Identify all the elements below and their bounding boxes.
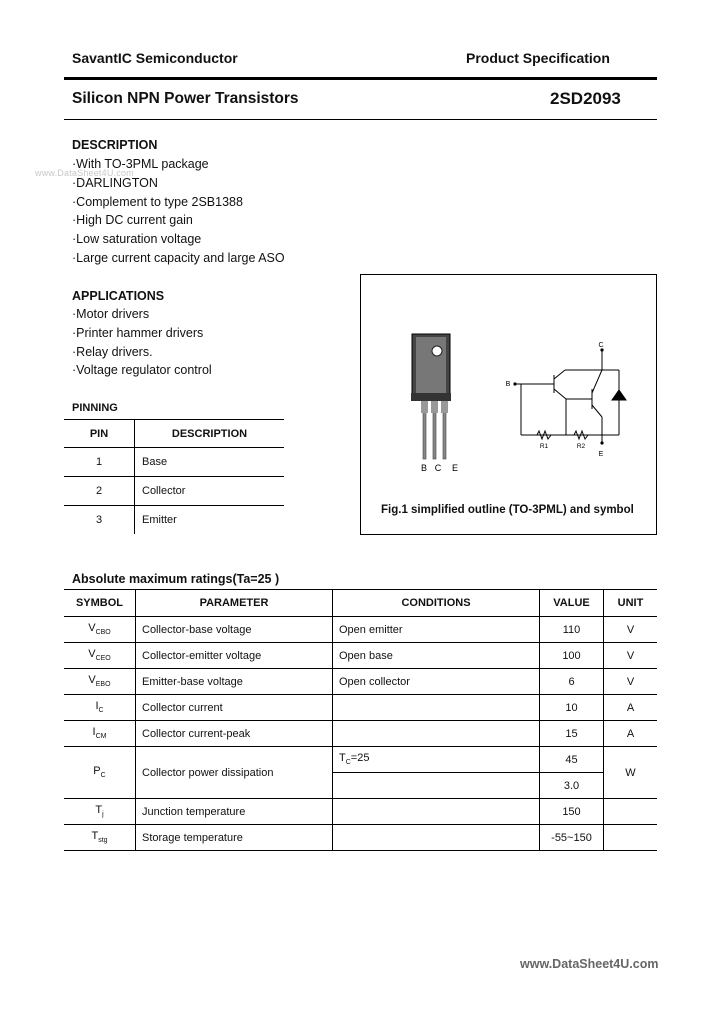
pin-label-b: B (420, 463, 428, 473)
conditions-cell: $T_C=25$ (333, 747, 540, 773)
unit-cell (604, 799, 658, 825)
table-row (64, 695, 657, 721)
unit-cell: V (604, 643, 658, 669)
conditions-cell (333, 695, 540, 721)
parameter-cell: Collector-base voltage (136, 617, 333, 643)
table-row (64, 747, 657, 773)
pin-label-e: E (451, 463, 459, 473)
watermark-top: www.DataSheet4U.com (35, 168, 134, 178)
table-row (64, 448, 284, 477)
symbol-label-c: C (598, 342, 604, 349)
value-cell: 150 (540, 799, 604, 825)
description-heading: DESCRIPTION (72, 138, 158, 152)
ratings-heading: Absolute maximum ratings(Ta=25 ) (72, 572, 280, 586)
table-row (64, 799, 657, 825)
list-item: ·With TO-3PML package (72, 157, 209, 171)
table-row (64, 477, 284, 506)
column-header: SYMBOL (64, 590, 136, 617)
pin-description: Base (135, 448, 285, 477)
unit-cell: A (604, 721, 658, 747)
description-list (72, 155, 285, 268)
pin-number: 1 (64, 448, 135, 477)
parameter-cell: Collector power dissipation (136, 747, 333, 799)
product-line: Silicon NPN Power Transistors (72, 90, 299, 107)
header-rule (64, 77, 657, 80)
conditions-cell (333, 825, 540, 851)
value-cell: 10 (540, 695, 604, 721)
parameter-cell: Junction temperature (136, 799, 333, 825)
figure-caption: Fig.1 simplified outline (TO-3PML) and symbol (381, 504, 634, 516)
table-row (64, 643, 657, 669)
column-header: DESCRIPTION (135, 420, 285, 448)
conditions-cell: Open collector (333, 669, 540, 695)
list-item: ·Printer hammer drivers (72, 325, 204, 340)
column-header: CONDITIONS (333, 590, 540, 617)
value-cell: 15 (540, 721, 604, 747)
ratings-table (64, 589, 657, 851)
conditions-cell (333, 721, 540, 747)
value-cell: 100 (540, 643, 604, 669)
column-header: UNIT (604, 590, 658, 617)
pin-description: Emitter (135, 506, 285, 535)
value-cell: 6 (540, 669, 604, 695)
title-rule (64, 119, 657, 120)
pin-number: 3 (64, 506, 135, 535)
list-item: ·DARLINGTON (72, 175, 158, 190)
table-row (64, 721, 657, 747)
unit-cell (604, 825, 658, 851)
symbol-cell: $T_j$ (64, 799, 136, 825)
applications-list (72, 305, 212, 380)
parameter-cell: Storage temperature (136, 825, 333, 851)
table-row (64, 617, 657, 643)
symbol-label-e: E (598, 451, 604, 458)
parameter-cell: Collector current (136, 695, 333, 721)
symbol-cell: $T_{stg}$ (64, 825, 136, 851)
table-row (64, 669, 657, 695)
watermark-bottom: www.DataSheet4U.com (520, 957, 659, 971)
list-item: ·Relay drivers. (72, 344, 153, 359)
value-cell: -55~150 (540, 825, 604, 851)
table-header-row (64, 420, 284, 448)
emitter-terminal (600, 441, 603, 444)
part-number: 2SD2093 (550, 89, 621, 108)
conditions-cell: Open emitter (333, 617, 540, 643)
table-row (64, 825, 657, 851)
list-item: ·Motor drivers (72, 307, 150, 321)
figure-box (360, 274, 657, 535)
table-row (64, 506, 284, 535)
unit-cell: A (604, 695, 658, 721)
figure-drawing (361, 275, 656, 534)
pin-number: 2 (64, 477, 135, 506)
conditions-cell: Open base (333, 643, 540, 669)
value-cell: 45 (540, 747, 604, 773)
applications-heading: APPLICATIONS (72, 289, 165, 303)
unit-cell: V (604, 669, 658, 695)
list-item: ·Low saturation voltage (72, 232, 202, 247)
pinning-heading: PINNING (72, 402, 118, 414)
pin-description: Collector (135, 477, 285, 506)
to3pml-package-image (411, 334, 451, 459)
pinning-table (64, 419, 284, 534)
column-header: VALUE (540, 590, 604, 617)
table-header-row (64, 590, 657, 617)
darlington-symbol (515, 350, 626, 443)
symbol-cell: $I_{CM}$ (64, 721, 136, 747)
list-item: ·Voltage regulator control (72, 363, 212, 378)
symbol-cell: $V_{EBO}$ (64, 669, 136, 695)
list-item: ·Large current capacity and large ASO (72, 250, 285, 265)
conditions-cell (333, 773, 540, 799)
parameter-cell: Collector-emitter voltage (136, 643, 333, 669)
symbol-cell: $V_{CBO}$ (64, 617, 136, 643)
spec-label: Product Specification (466, 50, 610, 66)
symbol-cell: $I_C$ (64, 695, 136, 721)
symbol-cell: $P_C$ (64, 747, 136, 799)
column-header: PARAMETER (136, 590, 333, 617)
value-cell: 110 (540, 617, 604, 643)
list-item: ·Complement to type 2SB1388 (72, 194, 243, 209)
conditions-cell (333, 799, 540, 825)
column-header: PIN (64, 420, 135, 448)
symbol-label-r2: R2 (576, 443, 586, 450)
list-item: ·High DC current gain (72, 213, 193, 228)
unit-cell: V (604, 617, 658, 643)
value-cell: 3.0 (540, 773, 604, 799)
unit-cell: W (604, 747, 658, 799)
company-name: SavantIC Semiconductor (72, 50, 238, 66)
parameter-cell: Emitter-base voltage (136, 669, 333, 695)
pin-label-c: C (434, 463, 442, 473)
symbol-label-r1: R1 (539, 443, 549, 450)
parameter-cell: Collector current-peak (136, 721, 333, 747)
base-terminal (513, 382, 516, 385)
symbol-label-b: B (505, 381, 511, 388)
symbol-cell: $V_{CEO}$ (64, 643, 136, 669)
